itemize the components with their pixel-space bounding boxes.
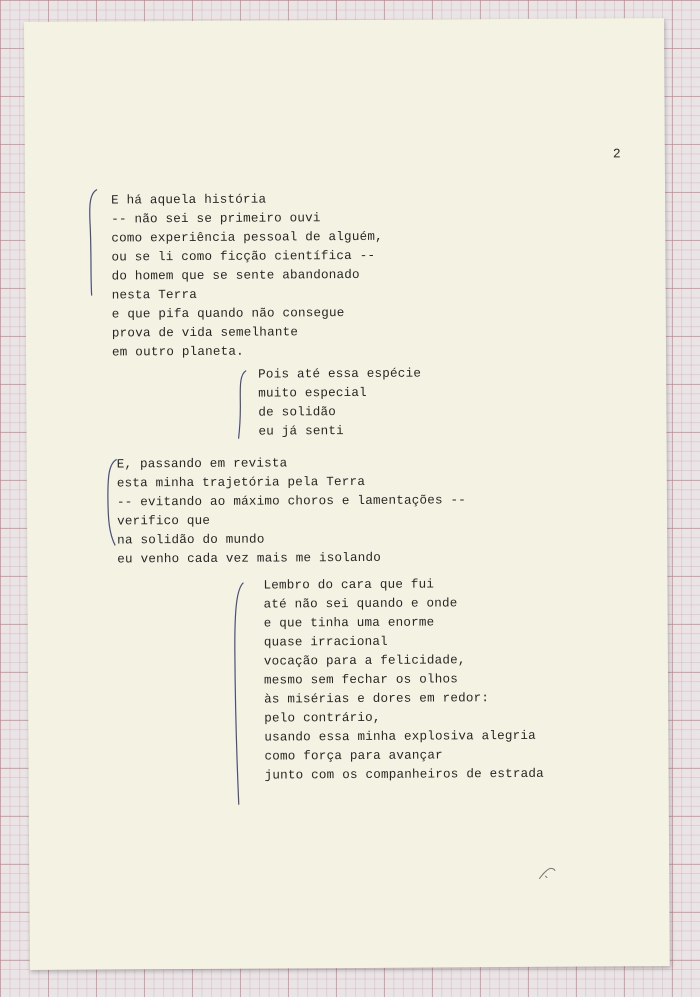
poem-line: do homem que se sente abandonado bbox=[111, 267, 360, 284]
poem-line: como força para avançar bbox=[264, 748, 443, 764]
stanza-3 bbox=[117, 453, 467, 569]
poem-line: verifico que bbox=[117, 513, 211, 529]
poem-line: Lembro do cara que fui bbox=[263, 577, 435, 593]
poem-line: esta minha trajetória pela Terra bbox=[116, 474, 366, 491]
poem-line: vocação para a felicidade, bbox=[263, 653, 466, 669]
poem-line: como experiência pessoal de alguém, bbox=[111, 229, 383, 246]
poem-line: ou se li como ficção científica -- bbox=[111, 248, 376, 265]
poem-line: usando essa minha explosiva alegria bbox=[264, 728, 536, 745]
typewritten-page bbox=[24, 18, 670, 970]
poem-line: eu venho cada vez mais me isolando bbox=[117, 550, 382, 567]
poem-line: na solidão do mundo bbox=[117, 532, 265, 548]
poem-line: E, passando em revista bbox=[116, 456, 288, 472]
poem-line: e que tinha uma enorme bbox=[263, 615, 435, 631]
poem-line: às misérias e dores em redor: bbox=[264, 691, 490, 707]
poem-line: muito especial bbox=[258, 385, 367, 401]
pen-bracket-mark bbox=[85, 188, 100, 298]
poem-line: junto com os companheiros de estrada bbox=[264, 766, 544, 783]
poem-line: nesta Terra bbox=[111, 287, 198, 303]
poem-line: quase irracional bbox=[263, 634, 388, 650]
poem-line: eu já senti bbox=[258, 424, 344, 439]
pencil-check-mark-icon bbox=[537, 867, 557, 881]
poem-line: prova de vida semelhante bbox=[111, 325, 299, 341]
poem-line: E há aquela história bbox=[111, 192, 267, 208]
pen-bracket-mark bbox=[231, 581, 246, 807]
pen-bracket-mark bbox=[234, 369, 248, 441]
poem-line: pelo contrário, bbox=[264, 710, 381, 726]
poem-line: de solidão bbox=[258, 405, 337, 420]
page-number: 2 bbox=[612, 146, 621, 162]
poem-line: Pois até essa espécie bbox=[258, 366, 422, 382]
stanza-1 bbox=[111, 190, 384, 363]
poem-line: em outro planeta. bbox=[111, 344, 244, 360]
poem-line: e que pifa quando não consegue bbox=[111, 306, 345, 322]
poem-line: até não sei quando e onde bbox=[263, 596, 458, 612]
stanza-4 bbox=[263, 575, 544, 786]
poem-line: mesmo sem fechar os olhos bbox=[263, 672, 459, 688]
poem-line: -- evitando ao máximo choros e lamentações -- bbox=[116, 493, 467, 510]
poem-line: -- não sei se primeiro ouvi bbox=[111, 211, 321, 227]
stanza-2 bbox=[258, 365, 421, 442]
